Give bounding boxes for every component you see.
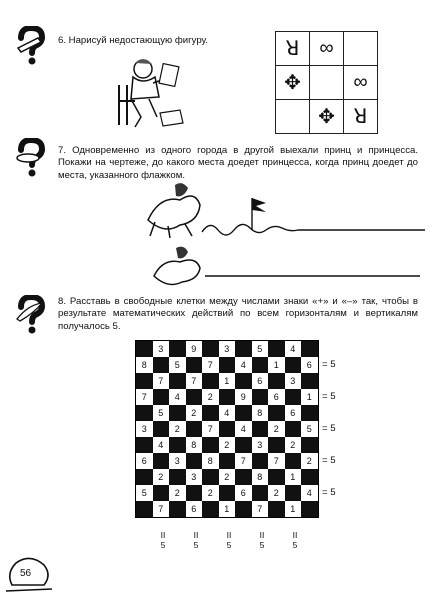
board-cell: 8 [257,472,263,482]
board-cell: 7 [207,424,213,434]
board-cell: 8 [141,360,147,370]
board-cell-black [235,373,252,389]
grid-cell-empty[interactable] [344,32,378,66]
question-mark-feather-icon [14,295,48,335]
column-result [190,530,202,550]
board-cell-black [235,405,252,421]
board-cell-black [169,501,186,517]
board-cell: 5 [158,408,164,418]
board-cell-black [285,421,302,437]
board-cell: 2 [273,424,279,434]
board-cell-black [136,373,153,389]
board-cell: 3 [141,424,147,434]
board-cell-black [136,469,153,485]
board-cell-black [219,421,236,437]
grid-cell [310,32,344,66]
equals-sign-vertical: II [193,530,199,540]
board-cell-black [301,373,318,389]
board-cell: 3 [191,472,197,482]
R-icon: ꓤ [285,38,300,60]
board-cell-black [285,453,302,469]
grid-cell-empty[interactable] [276,100,310,134]
board-cell-black [219,485,236,501]
R-icon: ꓤ [353,106,368,128]
missing-figure-grid [275,31,378,134]
infinity-icon: ∞ [319,37,334,59]
board-cell: 1 [290,504,296,514]
board-cell: 2 [191,408,197,418]
board-cell: 4 [306,488,312,498]
board-cell: 9 [240,392,246,402]
board-cell-black [301,341,318,357]
board-cell-black [301,405,318,421]
board-cell: 6 [191,504,197,514]
board-cell: 7 [273,456,279,466]
prince-route-line [200,190,425,240]
grid-cell [344,66,378,100]
board-cell-black [136,501,153,517]
row-result: = 5 [322,359,336,370]
board-cell-black [169,469,186,485]
board-cell: 3 [158,344,164,354]
board-cell: 7 [191,376,197,386]
arrows-icon: ✥ [284,72,301,94]
column-result-value: 5 [292,540,298,550]
board-cell: 8 [207,456,213,466]
question-mark-pencil-icon [14,26,48,66]
board-cell: 3 [290,376,296,386]
board-cell-black [235,501,252,517]
board-cell-black [153,453,170,469]
board-cell: 6 [240,488,246,498]
equals-sign-vertical: II [160,530,166,540]
board-cell: 1 [306,392,312,402]
board-cell-black [268,437,285,453]
column-result-value: 5 [193,540,199,550]
arrows-icon: ✥ [318,106,335,128]
board-cell-black [219,453,236,469]
column-result-value: 5 [160,540,166,550]
grid-cell [276,66,310,100]
board-cell-black [252,453,269,469]
board-cell-black [202,373,219,389]
board-cell: 5 [174,360,180,370]
infinity-icon: ∞ [353,71,368,93]
board-cell: 3 [257,440,263,450]
question-mark-hat-icon [14,138,48,178]
task8-text: 8. Расставь в свободные клетки между числами знаки «+» и «–» так, чтобы в результате математических действий по всем горизонталям и вертикалям получалось 5. [58,296,418,332]
board-cell: 6 [257,376,263,386]
equals-sign-vertical: II [226,530,232,540]
board-cell: 2 [273,488,279,498]
board-cell-black [202,405,219,421]
column-result [289,530,301,550]
board-cell: 2 [207,488,213,498]
board-cell: 7 [141,392,147,402]
board-cell-black [186,485,203,501]
row-result: = 5 [322,455,336,466]
board-cell-black [186,357,203,373]
board-cell-black [268,501,285,517]
board-cell-black [252,421,269,437]
grid-cell [344,100,378,134]
board-cell-black [301,501,318,517]
board-cell: 5 [257,344,263,354]
board-cell: 2 [306,456,312,466]
board-cell-black [285,485,302,501]
equals-sign-vertical: II [292,530,298,540]
grid-cell [276,32,310,66]
board-cell: 4 [174,392,180,402]
board-cell: 7 [158,504,164,514]
board-cell-black [169,341,186,357]
board-cell-black [202,501,219,517]
task7-text: 7. Одновременно из одного города в другой выехали принц и принцесса. Покажи на чертеже, до какого места доедет принцесса, когда принц доедет до места, указанного флажком. [58,145,418,181]
board-cell-black [169,437,186,453]
board-cell-black [186,421,203,437]
flag-icon [252,198,266,212]
board-cell: 2 [224,472,230,482]
board-cell-black [136,341,153,357]
equals-sign-vertical: II [259,530,265,540]
board-cell-black [268,469,285,485]
board-cell-black [153,485,170,501]
number-board [135,340,319,518]
board-cell: 4 [224,408,230,418]
board-cell: 4 [240,424,246,434]
board-cell: 5 [306,424,312,434]
board-cell-black [268,405,285,421]
board-cell: 3 [224,344,230,354]
board-cell-black [252,357,269,373]
board-cell-black [252,389,269,405]
board-cell-black [153,357,170,373]
board-cell-black [235,437,252,453]
board-cell: 2 [174,488,180,498]
column-result [157,530,169,550]
column-result-value: 5 [226,540,232,550]
board-cell: 7 [257,504,263,514]
board-cell-black [153,389,170,405]
row-result: = 5 [322,391,336,402]
board-cell-black [169,405,186,421]
board-cell-black [285,389,302,405]
board-cell-black [268,373,285,389]
grid-cell [310,100,344,134]
board-cell: 1 [290,472,296,482]
board-cell: 7 [158,376,164,386]
board-cell-black [252,485,269,501]
board-cell: 3 [174,456,180,466]
row-result: = 5 [322,487,336,498]
board-cell: 1 [224,376,230,386]
board-cell-black [136,437,153,453]
board-cell: 6 [290,408,296,418]
board-cell-black [219,389,236,405]
board-cell: 2 [174,424,180,434]
princess-on-horse-illustration [148,244,208,289]
board-cell-black [219,357,236,373]
board-cell-black [202,437,219,453]
board-cell-black [202,469,219,485]
board-cell: 2 [290,440,296,450]
board-cell: 4 [240,360,246,370]
board-cell: 5 [141,488,147,498]
board-cell: 2 [207,392,213,402]
board-cell-black [169,373,186,389]
board-cell-black [136,405,153,421]
column-result [223,530,235,550]
board-cell: 6 [306,360,312,370]
grid-cell-empty[interactable] [310,66,344,100]
princess-route-line [205,262,425,282]
board-cell: 2 [158,472,164,482]
board-cell-black [301,469,318,485]
board-cell-black [153,421,170,437]
board-cell: 7 [207,360,213,370]
board-cell-black [268,341,285,357]
task6-text: 6. Нарисуй недостающую фигуру. [58,35,209,46]
board-cell: 2 [224,440,230,450]
board-cell-black [186,389,203,405]
board-cell: 6 [273,392,279,402]
board-cell-black [186,453,203,469]
board-cell-black [301,437,318,453]
row-result: = 5 [322,423,336,434]
page-number: 56 [20,568,32,579]
board-cell-black [285,357,302,373]
board-cell: 6 [141,456,147,466]
board-cell-black [235,469,252,485]
board-cell: 4 [158,440,164,450]
board-cell: 8 [257,408,263,418]
board-cell: 8 [191,440,197,450]
board-cell: 1 [224,504,230,514]
board-cell-black [235,341,252,357]
board-cell: 9 [191,344,197,354]
board-cell: 1 [273,360,279,370]
column-result-value: 5 [259,540,265,550]
column-result [256,530,268,550]
board-cell-black [202,341,219,357]
boy-drawing-illustration [105,55,185,130]
board-cell: 4 [290,344,296,354]
board-cell: 7 [240,456,246,466]
